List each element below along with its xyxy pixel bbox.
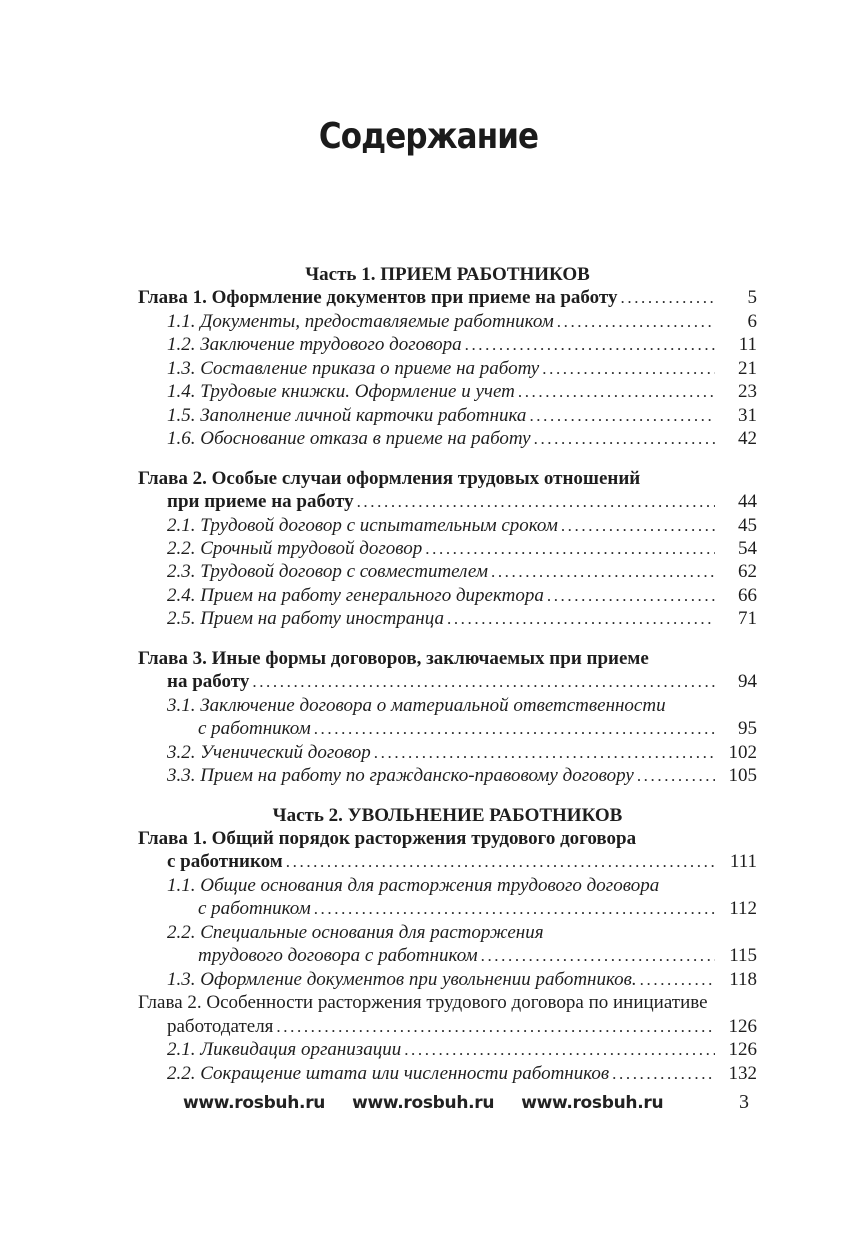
page-ref: 105 bbox=[728, 765, 757, 787]
page-ref: 118 bbox=[729, 968, 757, 990]
page-title bbox=[0, 0, 857, 157]
dot-leader bbox=[425, 537, 715, 560]
toc-entry-text: работодателя bbox=[167, 1015, 274, 1037]
toc-entry-line bbox=[138, 1062, 757, 1085]
page-ref: 6 bbox=[747, 310, 757, 332]
toc-list bbox=[138, 263, 757, 1085]
dot-leader bbox=[529, 404, 715, 427]
toc-entry-text: 2.2. Срочный трудовой договор bbox=[167, 537, 423, 559]
toc-entry-line bbox=[138, 647, 757, 670]
page-ref: 54 bbox=[738, 537, 757, 559]
toc-entry-line bbox=[138, 357, 757, 380]
toc-entry-text: с работником bbox=[198, 898, 311, 920]
toc-entry-text: 1.2. Заключение трудового договора bbox=[167, 334, 462, 356]
toc-entry-line bbox=[138, 490, 757, 513]
page-ref: 31 bbox=[738, 404, 757, 426]
toc-entry-text: 3.2. Ученический договор bbox=[167, 741, 371, 763]
page-ref: 126 bbox=[728, 1015, 757, 1037]
page-ref: 132 bbox=[728, 1062, 757, 1084]
toc-entry-text: Глава 3. Иные формы договоров, заключаемых при приеме bbox=[138, 647, 649, 669]
toc-entry-line bbox=[138, 764, 757, 787]
toc-entry-text: Глава 2. Особенности расторжения трудового договора по инициативе bbox=[138, 992, 708, 1014]
toc-entry-text: при приеме на работу bbox=[167, 491, 354, 513]
toc-entry-text: 1.3. Составление приказа о приеме на работу bbox=[167, 357, 540, 379]
toc-entry-line bbox=[138, 560, 757, 583]
toc-entry-line bbox=[138, 584, 757, 607]
page-ref: 112 bbox=[729, 898, 757, 920]
toc-entry-line bbox=[138, 874, 757, 897]
toc-entry-text: на работу bbox=[167, 671, 250, 693]
toc-entry-line bbox=[138, 380, 757, 403]
page-ref: 102 bbox=[728, 741, 757, 763]
page-ref: 71 bbox=[738, 608, 757, 630]
dot-leader bbox=[481, 944, 715, 967]
page-ref: 23 bbox=[738, 381, 757, 403]
page-ref: 66 bbox=[738, 584, 757, 606]
page-ref: 42 bbox=[738, 428, 757, 450]
dot-leader bbox=[640, 968, 715, 991]
toc-entry-line bbox=[138, 404, 757, 427]
dot-leader bbox=[374, 741, 715, 764]
toc-entry-text: 1.3. Оформление документов при увольнении работников. bbox=[167, 968, 637, 990]
toc-entry-line bbox=[138, 741, 757, 764]
page-ref: 126 bbox=[728, 1039, 757, 1061]
page-ref: 115 bbox=[729, 945, 757, 967]
toc-entry-text: с работником bbox=[167, 851, 283, 873]
toc-entry-line bbox=[138, 333, 757, 356]
page-ref: 62 bbox=[738, 561, 757, 583]
toc-entry-text: 2.1. Трудовой договор с испытательным сроком bbox=[167, 514, 558, 536]
toc-entry-text: Глава 2. Особые случаи оформления трудовых отношений bbox=[138, 467, 641, 489]
page-ref: 94 bbox=[738, 671, 757, 693]
toc-entry-line bbox=[138, 991, 757, 1014]
toc-part-heading: Часть 1. ПРИЕМ РАБОТНИКОВ bbox=[305, 264, 590, 285]
dot-leader bbox=[637, 764, 715, 787]
footer-url: www.rosbuh.ru bbox=[352, 1093, 495, 1113]
footer-url: www.rosbuh.ru bbox=[183, 1093, 326, 1113]
dot-leader bbox=[518, 380, 715, 403]
page-footer bbox=[138, 1091, 757, 1114]
toc-entry-text: 3.3. Прием на работу по гражданско-правовому договору bbox=[167, 765, 634, 787]
toc-entry-line bbox=[138, 427, 757, 450]
dot-leader bbox=[404, 1038, 715, 1061]
toc-entry-line bbox=[138, 717, 757, 740]
toc-entry-text: 2.2. Сокращение штата или численности работников bbox=[167, 1062, 610, 1084]
toc-entry-text: 2.4. Прием на работу генерального директора bbox=[167, 584, 544, 606]
toc-entry-line bbox=[138, 694, 757, 717]
toc-entry-text: Глава 1. Оформление документов при приеме на работу bbox=[138, 287, 618, 309]
dot-leader bbox=[314, 717, 715, 740]
toc-entry-line bbox=[138, 968, 757, 991]
toc-entry-text: 1.5. Заполнение личной карточки работника bbox=[167, 404, 527, 426]
dot-leader bbox=[286, 850, 715, 873]
page-ref: 5 bbox=[747, 287, 757, 309]
toc-entry-line bbox=[138, 1015, 757, 1038]
toc-part-heading: Часть 2. УВОЛЬНЕНИЕ РАБОТНИКОВ bbox=[272, 804, 623, 826]
dot-leader bbox=[612, 1062, 715, 1085]
toc-entry-line bbox=[138, 537, 757, 560]
toc-entry-line bbox=[138, 944, 757, 967]
toc-entry-line bbox=[138, 310, 757, 333]
dot-leader bbox=[447, 607, 715, 630]
page-title-text: Содержание bbox=[318, 116, 539, 157]
toc-entry-line bbox=[138, 921, 757, 944]
toc-entry-text: 1.1. Документы, предоставляемые работником bbox=[167, 310, 554, 332]
toc-entry-line bbox=[138, 827, 757, 850]
toc-entry-text: 2.3. Трудовой договор с совместителем bbox=[167, 561, 488, 583]
toc-entry-line bbox=[138, 670, 757, 693]
footer-urls bbox=[183, 1093, 663, 1113]
dot-leader bbox=[276, 1015, 715, 1038]
dot-leader bbox=[534, 427, 715, 450]
page-ref: 21 bbox=[738, 357, 757, 379]
page-ref: 45 bbox=[738, 514, 757, 536]
toc-entry-line bbox=[138, 897, 757, 920]
toc-entry-text: 1.1. Общие основания для расторжения трудового договора bbox=[167, 874, 660, 896]
toc-entry-text: 3.1. Заключение договора о материальной ответственности bbox=[167, 694, 666, 716]
toc-entry-text: трудового договора с работником bbox=[198, 945, 478, 967]
toc-entry-line bbox=[138, 607, 757, 630]
dot-leader bbox=[491, 560, 715, 583]
dot-leader bbox=[561, 514, 715, 537]
page-ref: 44 bbox=[738, 491, 757, 513]
toc-entry-text: 1.4. Трудовые книжки. Оформление и учет bbox=[167, 381, 515, 403]
dot-leader bbox=[357, 490, 715, 513]
dot-leader bbox=[547, 584, 715, 607]
dot-leader bbox=[314, 897, 715, 920]
toc-entry-text: 2.2. Специальные основания для расторжения bbox=[167, 921, 544, 943]
page-number: 3 bbox=[739, 1091, 749, 1113]
toc-entry-text: с работником bbox=[198, 718, 311, 740]
toc-entry-line bbox=[138, 286, 757, 309]
toc-entry-text: 2.5. Прием на работу иностранца bbox=[167, 608, 444, 630]
toc-entry-line bbox=[138, 850, 757, 873]
toc-entry-line bbox=[138, 514, 757, 537]
toc-entry-text: 1.6. Обоснование отказа в приеме на работу bbox=[167, 428, 531, 450]
page-ref: 11 bbox=[738, 334, 757, 356]
footer-url: www.rosbuh.ru bbox=[521, 1093, 664, 1113]
page-ref: 111 bbox=[729, 851, 757, 873]
toc-entry-text: 2.1. Ликвидация организации bbox=[167, 1039, 402, 1061]
dot-leader bbox=[542, 357, 715, 380]
dot-leader bbox=[465, 333, 715, 356]
page-ref: 95 bbox=[738, 718, 757, 740]
dot-leader bbox=[557, 310, 715, 333]
toc-entry-line bbox=[138, 467, 757, 490]
toc-entry-text: Глава 1. Общий порядок расторжения трудового договора bbox=[138, 827, 637, 849]
toc-entry-line bbox=[138, 1038, 757, 1061]
dot-leader bbox=[621, 286, 716, 309]
dot-leader bbox=[252, 670, 715, 693]
